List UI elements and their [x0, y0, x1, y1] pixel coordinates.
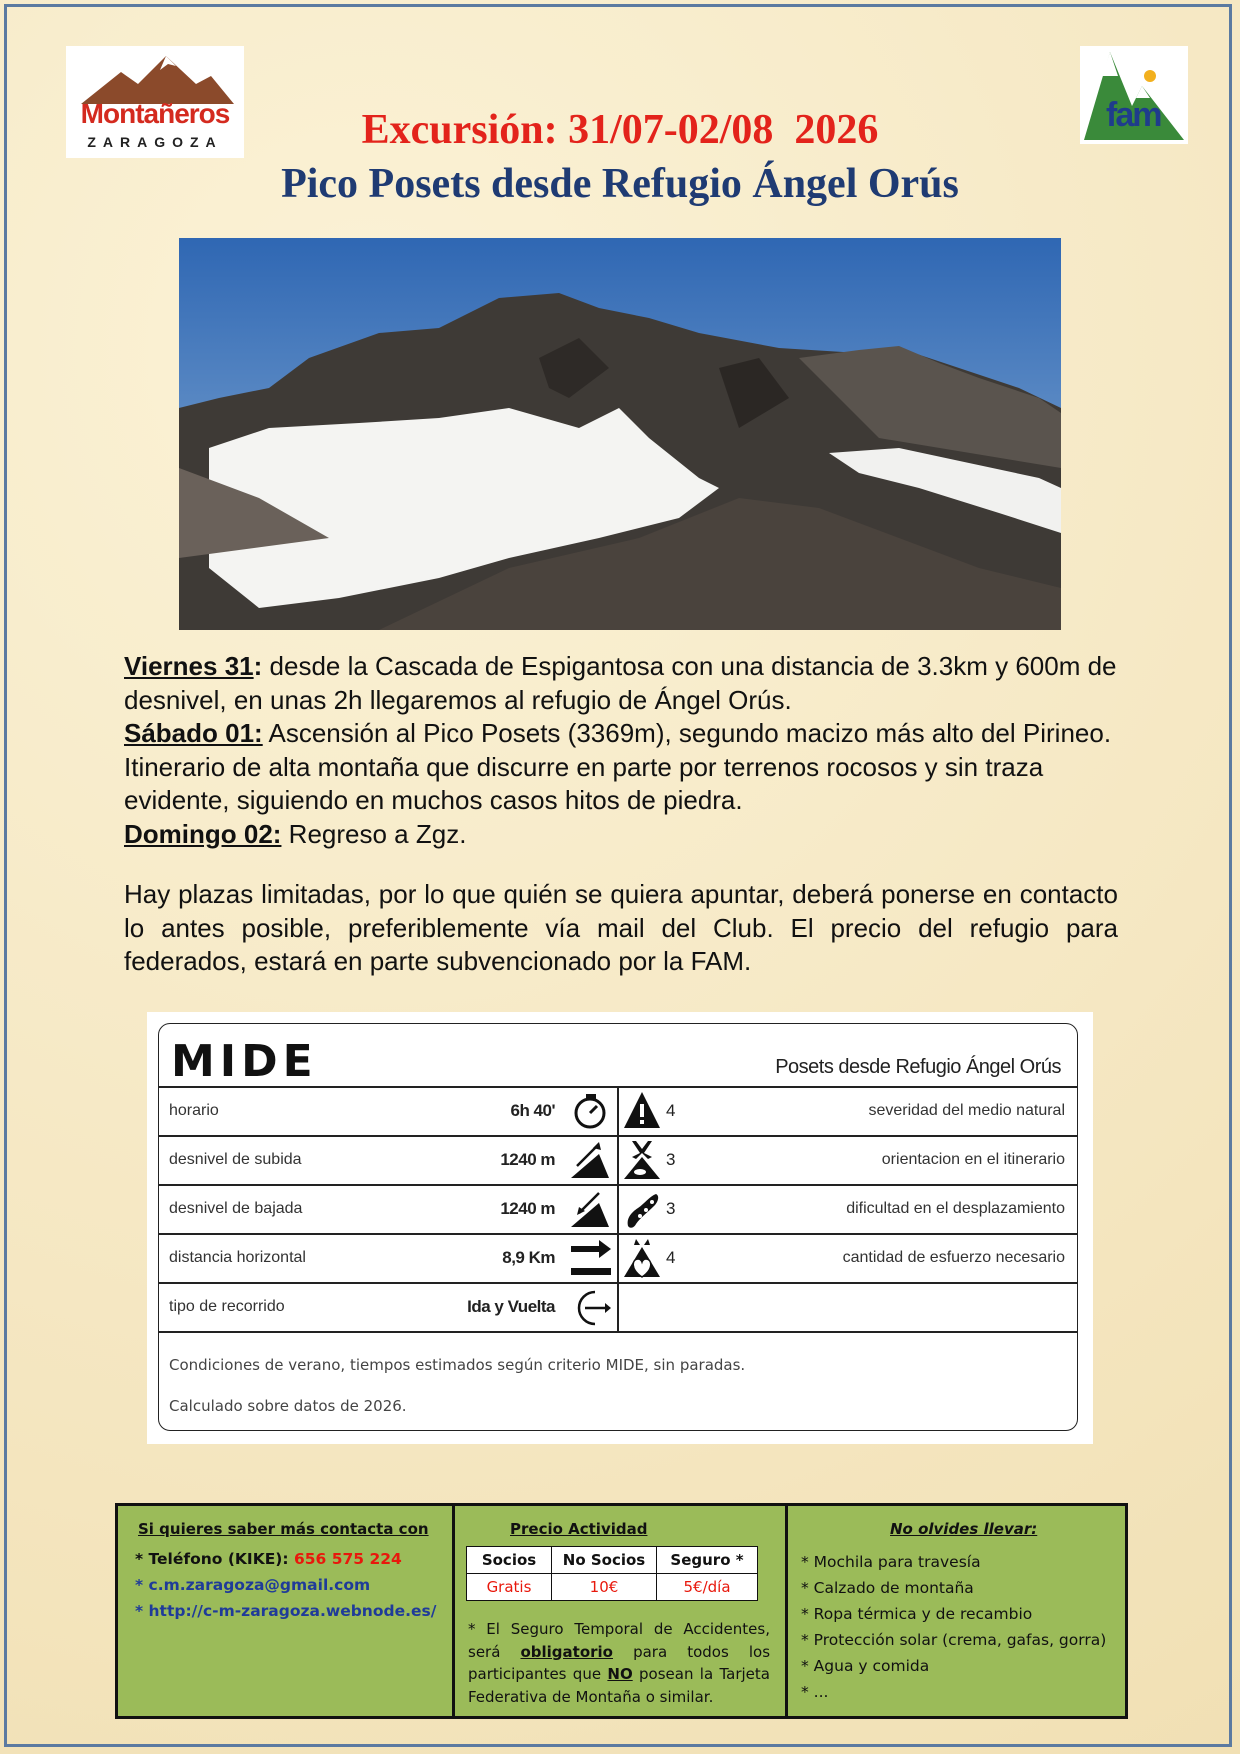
price-value-seguro: 5€/día: [657, 1574, 758, 1601]
price-value-no-socios: 10€: [552, 1574, 657, 1601]
phone-label: * Teléfono (KIKE):: [135, 1550, 294, 1568]
ascent-icon: [569, 1140, 611, 1180]
day-text: Regreso a Zgz.: [281, 818, 467, 849]
logo-left-sub: ZARAGOZA: [87, 134, 223, 150]
day-label: Sábado 01:: [124, 718, 263, 748]
bring-item: * Protección solar (crema, gafas, gorra): [801, 1631, 1107, 1649]
price-table: [466, 1546, 758, 1601]
mide-label-bajada: desnivel de bajada: [169, 1200, 303, 1217]
day-label: Viernes 31: [124, 651, 254, 681]
mountain-photo: [179, 238, 1061, 630]
warning-icon: [622, 1090, 662, 1130]
note-text: posean la Tarjeta Federativa de Montaña o similar.: [468, 1665, 770, 1706]
insurance-note: [468, 1618, 770, 1708]
day-label-colon: :: [253, 651, 263, 681]
mide-table: [158, 1023, 1078, 1431]
clock-icon: [571, 1092, 611, 1130]
mide-score-severidad: 4: [666, 1101, 676, 1120]
bring-item: * Ropa térmica y de recambio: [801, 1605, 1033, 1623]
mide-value-tipo: Ida y Vuelta: [467, 1297, 555, 1316]
price-header-socios: Socios: [467, 1547, 552, 1574]
effort-icon: [622, 1237, 662, 1279]
itinerary-day-3: [124, 818, 1118, 852]
mide-rlabel-dificultad: dificultad en el desplazamiento: [846, 1200, 1065, 1217]
price-header-seguro: Seguro *: [657, 1547, 758, 1574]
email-link[interactable]: * c.m.zaragoza@gmail.com: [135, 1576, 371, 1594]
price-value-socios: Gratis: [467, 1574, 552, 1601]
mide-divider: [159, 1331, 1077, 1333]
orientation-icon: [622, 1139, 662, 1181]
bring-heading: No olvides llevar:: [890, 1520, 1038, 1538]
note-text: para todos los participantes que: [468, 1642, 771, 1683]
mide-rlabel-esfuerzo: cantidad de esfuerzo necesario: [842, 1249, 1065, 1266]
footprint-icon: [622, 1188, 662, 1230]
mide-value-distancia: 8,9 Km: [502, 1248, 555, 1267]
itinerary-day-1: [124, 650, 1118, 717]
column-divider: [452, 1506, 455, 1716]
note-emphasis: obligatorio: [520, 1642, 613, 1661]
mide-rlabel-orientacion: orientacion en el itinerario: [881, 1151, 1065, 1168]
itinerary-day-2: [124, 717, 1118, 818]
descent-icon: [569, 1189, 611, 1229]
logo-left-text: Montañeros: [80, 98, 230, 129]
price-heading: Precio Actividad: [510, 1520, 648, 1538]
mide-score-dificultad: 3: [666, 1199, 676, 1218]
contact-heading: Si quieres saber más contacta con: [138, 1520, 429, 1538]
price-header-no-socios: No Socios: [552, 1547, 657, 1574]
contact-email[interactable]: [135, 1576, 370, 1594]
mountain-logo-icon: [76, 54, 234, 104]
day-text: desde la Cascada de Espigantosa con una distancia de 3.3km y 600m de desnivel, en unas 2h llegaremos al refugio de Ángel Orús.: [124, 651, 1117, 715]
mide-label-tipo: tipo de recorrido: [169, 1298, 285, 1315]
mide-value-subida: 1240 m: [500, 1150, 555, 1169]
mide-note-year: Calculado sobre datos de 2026.: [169, 1397, 407, 1415]
mide-route-name: Posets desde Refugio Ángel Orús: [775, 1056, 1061, 1078]
mide-rlabel-severidad: severidad del medio natural: [868, 1102, 1065, 1119]
mide-label-horario: horario: [169, 1102, 219, 1119]
mide-label-distancia: distancia horizontal: [169, 1249, 306, 1266]
round-trip-icon: [571, 1288, 611, 1328]
note-text: * El Seguro Temporal de Accidentes, será: [468, 1620, 770, 1661]
distance-icon: [569, 1238, 611, 1278]
mide-score-orientacion: 3: [666, 1150, 676, 1169]
bring-item: * Calzado de montaña: [801, 1579, 974, 1597]
phone-number[interactable]: 656 575 224: [293, 1550, 402, 1568]
day-label: Domingo 02:: [124, 818, 282, 849]
mide-card: [147, 1012, 1093, 1444]
bring-item: * Mochila para travesía: [801, 1553, 981, 1571]
info-paragraph: Hay plazas limitadas, por lo que quién se quiera apuntar, deberá ponerse en contacto lo antes posible, preferiblemente vía mail del Club. El precio del refugio para federados, estará en parte subvencionado por la FAM.: [124, 879, 1118, 976]
mide-logo: MIDE: [171, 1036, 318, 1087]
itinerary: [124, 650, 1118, 851]
web-link[interactable]: * http://c-m-zaragoza.webnode.es/: [135, 1602, 437, 1620]
note-emphasis: NO: [607, 1665, 633, 1683]
column-divider: [785, 1506, 788, 1716]
bring-item: * ...: [801, 1683, 829, 1701]
bring-item: * Agua y comida: [801, 1657, 930, 1675]
mide-value-horario: 6h 40': [510, 1101, 555, 1120]
mide-note-conditions: Condiciones de verano, tiempos estimados según criterio MIDE, sin paradas.: [169, 1356, 746, 1374]
info-box: [115, 1503, 1128, 1719]
mide-value-bajada: 1240 m: [500, 1199, 555, 1218]
day-text: Ascensión al Pico Posets (3369m), segundo macizo más alto del Pirineo. Itinerario de alta montaña que discurre en parte por terrenos rocosos y sin traza evidente, siguiendo en muchos casos hitos de piedra.: [124, 718, 1112, 815]
mide-label-subida: desnivel de subida: [169, 1151, 302, 1168]
mide-divider: [617, 1086, 619, 1331]
excursion-subtitle: Pico Posets desde Refugio Ángel Orús: [281, 161, 959, 207]
contact-phone: [135, 1550, 402, 1568]
mide-score-esfuerzo: 4: [666, 1248, 676, 1267]
contact-web[interactable]: [135, 1602, 436, 1620]
excursion-title: Excursión: 31/07-02/08 2026: [361, 107, 879, 153]
logo-right-text: fam: [1106, 96, 1161, 134]
